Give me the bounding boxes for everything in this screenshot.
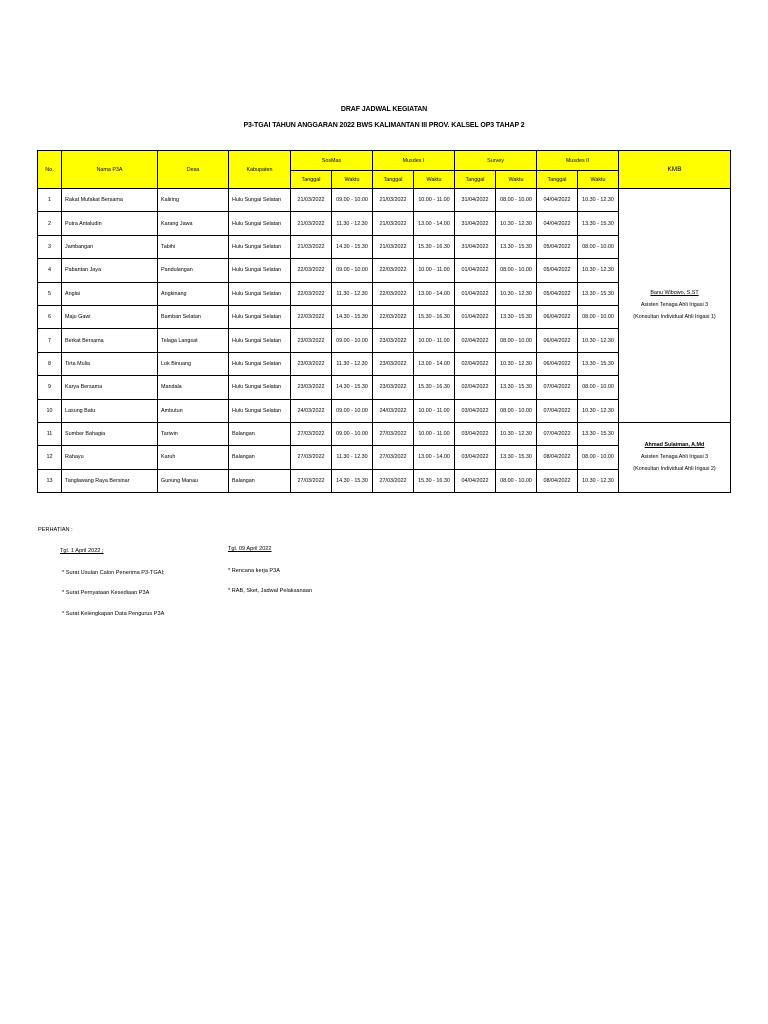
cell-no: 1: [38, 189, 62, 212]
header-no: No.: [38, 151, 62, 189]
cell-survey-waktu: 13.30 - 15.30: [496, 376, 537, 399]
cell-sosmas-tanggal: 22/03/2022: [291, 305, 332, 328]
cell-sosmas-waktu: 14.30 - 15.30: [332, 305, 373, 328]
cell-no: 2: [38, 212, 62, 235]
cell-no: 4: [38, 259, 62, 282]
cell-kabupaten: Hulu Sungai Selatan: [229, 259, 291, 282]
cell-musdes-2-waktu: 08.00 - 10.00: [578, 235, 619, 258]
cell-sosmas-waktu: 14.30 - 15.30: [332, 235, 373, 258]
cell-sosmas-waktu: 11.30 - 12.30: [332, 352, 373, 375]
notes-right-date: Tgl. 09 April 2022: [228, 546, 272, 552]
cell-survey-waktu: 10.30 - 12.30: [496, 212, 537, 235]
cell-no: 11: [38, 422, 62, 445]
cell-musdes-2-tanggal: 08/04/2022: [537, 446, 578, 469]
header-nama-p3a: Nama P3A: [62, 151, 158, 189]
cell-survey-waktu: 13.30 - 15.30: [496, 235, 537, 258]
cell-musdes-2-tanggal: 06/04/2022: [537, 305, 578, 328]
cell-survey-waktu: 10.30 - 12.30: [496, 422, 537, 445]
cell-musdes-1-waktu: 10.00 - 11.00: [414, 189, 455, 212]
cell-musdes-1-tanggal: 27/03/2022: [373, 446, 414, 469]
cell-sosmas-waktu: 14.30 - 15.30: [332, 469, 373, 492]
cell-sosmas-waktu: 14.30 - 15.30: [332, 376, 373, 399]
cell-sosmas-waktu: 09.00 - 10.00: [332, 399, 373, 422]
cell-survey-tanggal: 31/04/2022: [455, 212, 496, 235]
cell-musdes-1-waktu: 13.00 - 14.00: [414, 446, 455, 469]
cell-musdes-2-waktu: 10.30 - 12.30: [578, 469, 619, 492]
cell-nama-p3a: Sumber Bahagia: [62, 422, 158, 445]
cell-kabupaten: Hulu Sungai Selatan: [229, 305, 291, 328]
cell-survey-tanggal: 02/04/2022: [455, 329, 496, 352]
cell-desa: Kaliring: [158, 189, 229, 212]
cell-survey-waktu: 13.30 - 15.30: [496, 446, 537, 469]
cell-musdes-1-waktu: 13.00 - 14.00: [414, 212, 455, 235]
cell-musdes-2-tanggal: 06/04/2022: [537, 352, 578, 375]
header-desa: Desa: [158, 151, 229, 189]
cell-no: 10: [38, 399, 62, 422]
cell-musdes-2-waktu: 13.30 - 15.30: [578, 352, 619, 375]
cell-musdes-2-tanggal: 07/04/2022: [537, 376, 578, 399]
cell-no: 3: [38, 235, 62, 258]
cell-desa: Bamban Selatan: [158, 305, 229, 328]
cell-musdes-1-tanggal: 22/03/2022: [373, 259, 414, 282]
cell-musdes-1-tanggal: 22/03/2022: [373, 282, 414, 305]
kmb-note: (Konsultan Individual Ahli Irigasi 1): [633, 314, 716, 321]
cell-survey-tanggal: 03/04/2022: [455, 446, 496, 469]
cell-musdes-1-tanggal: 21/03/2022: [373, 212, 414, 235]
cell-desa: Karuh: [158, 446, 229, 469]
cell-survey-tanggal: 31/04/2022: [455, 189, 496, 212]
notes-left-date: Tgl. 1 April 2022 ;: [60, 548, 104, 554]
cell-desa: Mandala: [158, 376, 229, 399]
cell-desa: Ambutun: [158, 399, 229, 422]
cell-desa: Angkinang: [158, 282, 229, 305]
cell-musdes-2-waktu: 13.30 - 15.30: [578, 212, 619, 235]
cell-musdes-2-tanggal: 08/04/2022: [537, 469, 578, 492]
cell-musdes-1-waktu: 10.00 - 11.00: [414, 422, 455, 445]
cell-musdes-2-tanggal: 04/04/2022: [537, 189, 578, 212]
cell-desa: Tabihi: [158, 235, 229, 258]
cell-nama-p3a: Jambangan: [62, 235, 158, 258]
cell-survey-waktu: 08.00 - 10.00: [496, 259, 537, 282]
cell-sosmas-tanggal: 22/03/2022: [291, 259, 332, 282]
cell-survey-waktu: 13.30 - 15.30: [496, 305, 537, 328]
header-musdes-2-waktu: Waktu: [578, 171, 619, 189]
cell-nama-p3a: Anglai: [62, 282, 158, 305]
cell-survey-waktu: 10.30 - 12.30: [496, 282, 537, 305]
cell-survey-waktu: 08.00 - 10.00: [496, 329, 537, 352]
notes-heading: PERHATIAN :: [38, 527, 73, 533]
cell-no: 7: [38, 329, 62, 352]
cell-desa: Telaga Langsat: [158, 329, 229, 352]
kmb-note: (Konsultan Individual Ahli Irigasi 2): [633, 466, 716, 473]
cell-survey-waktu: 10.30 - 12.30: [496, 352, 537, 375]
header-sosmas-tanggal: Tanggal: [291, 171, 332, 189]
cell-musdes-2-tanggal: 05/04/2022: [537, 235, 578, 258]
cell-kabupaten: Hulu Sungai Selatan: [229, 329, 291, 352]
cell-musdes-1-waktu: 15.30 - 16.30: [414, 376, 455, 399]
header-musdes-1: Musdes I: [373, 151, 455, 171]
cell-survey-tanggal: 03/04/2022: [455, 422, 496, 445]
schedule-table: [37, 150, 731, 493]
notes-left-item: * Surat Pernyataan Kesediaan P3A: [62, 590, 150, 596]
cell-musdes-2-waktu: 10.30 - 12.30: [578, 329, 619, 352]
cell-no: 5: [38, 282, 62, 305]
cell-kabupaten: Hulu Sungai Selatan: [229, 399, 291, 422]
header-musdes-2: Musdes II: [537, 151, 619, 171]
cell-musdes-1-waktu: 15.30 - 16.30: [414, 235, 455, 258]
cell-sosmas-tanggal: 27/03/2022: [291, 422, 332, 445]
cell-kabupaten: Hulu Sungai Selatan: [229, 235, 291, 258]
cell-survey-tanggal: 01/04/2022: [455, 259, 496, 282]
cell-musdes-2-tanggal: 05/04/2022: [537, 282, 578, 305]
cell-sosmas-waktu: 11.30 - 12.30: [332, 446, 373, 469]
header-kmb: KMB: [619, 151, 731, 189]
cell-sosmas-tanggal: 21/03/2022: [291, 212, 332, 235]
cell-musdes-1-waktu: 10.00 - 11.00: [414, 259, 455, 282]
cell-musdes-1-tanggal: 21/03/2022: [373, 235, 414, 258]
cell-musdes-2-tanggal: 07/04/2022: [537, 399, 578, 422]
cell-kabupaten: Hulu Sungai Selatan: [229, 352, 291, 375]
cell-musdes-2-tanggal: 07/04/2022: [537, 422, 578, 445]
cell-musdes-1-tanggal: 27/03/2022: [373, 469, 414, 492]
cell-nama-p3a: Tanglawang Raya Bersinar: [62, 469, 158, 492]
cell-sosmas-waktu: 09.00 - 10.00: [332, 329, 373, 352]
cell-musdes-1-tanggal: 23/03/2022: [373, 352, 414, 375]
cell-survey-tanggal: 01/04/2022: [455, 305, 496, 328]
kmb-name: Banu Wibowo, S.ST: [650, 290, 699, 297]
cell-kabupaten: Balangan: [229, 422, 291, 445]
header-survey-waktu: Waktu: [496, 171, 537, 189]
cell-desa: Karang Jawa: [158, 212, 229, 235]
header-sosmas: SosMas: [291, 151, 373, 171]
cell-nama-p3a: Karya Bersama: [62, 376, 158, 399]
cell-no: 13: [38, 469, 62, 492]
cell-nama-p3a: Tirta Mulia: [62, 352, 158, 375]
cell-kabupaten: Hulu Sungai Selatan: [229, 212, 291, 235]
cell-musdes-1-waktu: 13.00 - 14.00: [414, 282, 455, 305]
header-musdes-1-waktu: Waktu: [414, 171, 455, 189]
cell-survey-waktu: 08.00 - 10.00: [496, 399, 537, 422]
cell-musdes-2-tanggal: 06/04/2022: [537, 329, 578, 352]
cell-no: 12: [38, 446, 62, 469]
cell-no: 8: [38, 352, 62, 375]
cell-survey-tanggal: 01/04/2022: [455, 282, 496, 305]
cell-musdes-1-waktu: 13.00 - 14.00: [414, 352, 455, 375]
cell-sosmas-tanggal: 21/03/2022: [291, 235, 332, 258]
cell-nama-p3a: Rahayu: [62, 446, 158, 469]
header-musdes-1-tanggal: Tanggal: [373, 171, 414, 189]
cell-musdes-2-waktu: 13.30 - 15.30: [578, 422, 619, 445]
cell-sosmas-tanggal: 23/03/2022: [291, 376, 332, 399]
cell-sosmas-tanggal: 21/03/2022: [291, 189, 332, 212]
kmb-name: Ahmad Sulaiman, A.Md: [644, 442, 705, 449]
cell-survey-tanggal: 03/04/2022: [455, 399, 496, 422]
notes-left-item: * Surat Kelengkapan Data Pengurus P3A: [62, 611, 165, 617]
cell-nama-p3a: Berkat Bersama: [62, 329, 158, 352]
cell-musdes-2-waktu: 08.00 - 10.00: [578, 376, 619, 399]
table-row: [38, 189, 731, 212]
cell-musdes-2-tanggal: 04/04/2022: [537, 212, 578, 235]
cell-musdes-1-tanggal: 23/03/2022: [373, 376, 414, 399]
cell-kabupaten: Balangan: [229, 469, 291, 492]
cell-sosmas-waktu: 09.00 - 10.00: [332, 259, 373, 282]
header-sosmas-waktu: Waktu: [332, 171, 373, 189]
cell-musdes-2-waktu: 13.30 - 15.30: [578, 282, 619, 305]
cell-nama-p3a: Maju Gawi: [62, 305, 158, 328]
cell-sosmas-waktu: 11.30 - 12.30: [332, 212, 373, 235]
kmb-role: Asisten Tenaga Ahli Irigasi 3: [640, 454, 709, 461]
cell-sosmas-tanggal: 23/03/2022: [291, 329, 332, 352]
cell-musdes-1-waktu: 15.30 - 16.30: [414, 305, 455, 328]
cell-musdes-1-waktu: 15.30 - 16.30: [414, 469, 455, 492]
cell-nama-p3a: Pabantan Jaya: [62, 259, 158, 282]
notes-right-item: * Rencana kerja P3A: [228, 568, 280, 574]
cell-survey-waktu: 08.00 - 10.00: [496, 469, 537, 492]
cell-survey-tanggal: 04/04/2022: [455, 469, 496, 492]
cell-musdes-2-waktu: 08.00 - 10.00: [578, 446, 619, 469]
document-title: DRAF JADWAL KEGIATAN: [340, 106, 428, 113]
cell-desa: Pandulangan: [158, 259, 229, 282]
cell-desa: Tariwin: [158, 422, 229, 445]
cell-no: 6: [38, 305, 62, 328]
kmb-role: Asisten Tenaga Ahli Irigasi 3: [640, 302, 709, 309]
cell-survey-tanggal: 31/04/2022: [455, 235, 496, 258]
cell-sosmas-tanggal: 24/03/2022: [291, 399, 332, 422]
cell-musdes-1-waktu: 10.00 - 11.00: [414, 329, 455, 352]
cell-survey-tanggal: 02/04/2022: [455, 376, 496, 399]
notes-right-item: * RAB, Sket, Jadwal Pelaksanaan: [228, 588, 312, 594]
cell-sosmas-waktu: 11.30 - 12.30: [332, 282, 373, 305]
cell-no: 9: [38, 376, 62, 399]
cell-musdes-1-tanggal: 27/03/2022: [373, 422, 414, 445]
table-row: [38, 422, 731, 445]
cell-sosmas-tanggal: 22/03/2022: [291, 282, 332, 305]
document-subtitle: P3-TGAI TAHUN ANGGARAN 2022 BWS KALIMANTAN III PROV. KALSEL OP3 TAHAP 2: [243, 122, 525, 129]
cell-nama-p3a: Putra Antaludin: [62, 212, 158, 235]
cell-sosmas-tanggal: 27/03/2022: [291, 469, 332, 492]
cell-musdes-1-waktu: 10.00 - 11.00: [414, 399, 455, 422]
schedule-body: [38, 189, 731, 493]
cell-musdes-2-waktu: 10.30 - 12.30: [578, 399, 619, 422]
kmb-cell: [619, 422, 731, 492]
cell-musdes-2-tanggal: 05/04/2022: [537, 259, 578, 282]
cell-kabupaten: Balangan: [229, 446, 291, 469]
header-survey: Survey: [455, 151, 537, 171]
cell-kabupaten: Hulu Sungai Selatan: [229, 189, 291, 212]
cell-sosmas-tanggal: 23/03/2022: [291, 352, 332, 375]
cell-musdes-1-tanggal: 24/03/2022: [373, 399, 414, 422]
cell-survey-waktu: 08.00 - 10.00: [496, 189, 537, 212]
cell-musdes-1-tanggal: 21/03/2022: [373, 189, 414, 212]
cell-musdes-2-waktu: 10.30 - 12.30: [578, 259, 619, 282]
cell-sosmas-waktu: 09.00 - 10.00: [332, 422, 373, 445]
cell-kabupaten: Hulu Sungai Selatan: [229, 282, 291, 305]
cell-desa: Gunung Manau: [158, 469, 229, 492]
cell-kabupaten: Hulu Sungai Selatan: [229, 376, 291, 399]
cell-survey-tanggal: 02/04/2022: [455, 352, 496, 375]
header-musdes-2-tanggal: Tanggal: [537, 171, 578, 189]
cell-nama-p3a: Rakat Mufakat Bersama: [62, 189, 158, 212]
cell-desa: Lok Binuang: [158, 352, 229, 375]
kmb-cell: [619, 189, 731, 423]
cell-musdes-1-tanggal: 22/03/2022: [373, 305, 414, 328]
header-kabupaten: Kabupaten: [229, 151, 291, 189]
header-survey-tanggal: Tanggal: [455, 171, 496, 189]
cell-musdes-2-waktu: 10.30 - 12.30: [578, 189, 619, 212]
cell-nama-p3a: Lasung Batu: [62, 399, 158, 422]
notes-left-item: * Surat Usulan Calon Penerima P3-TGAI;: [62, 570, 165, 576]
cell-sosmas-tanggal: 27/03/2022: [291, 446, 332, 469]
cell-sosmas-waktu: 09.00 - 10.00: [332, 189, 373, 212]
cell-musdes-2-waktu: 08.00 - 10.00: [578, 305, 619, 328]
cell-musdes-1-tanggal: 23/03/2022: [373, 329, 414, 352]
